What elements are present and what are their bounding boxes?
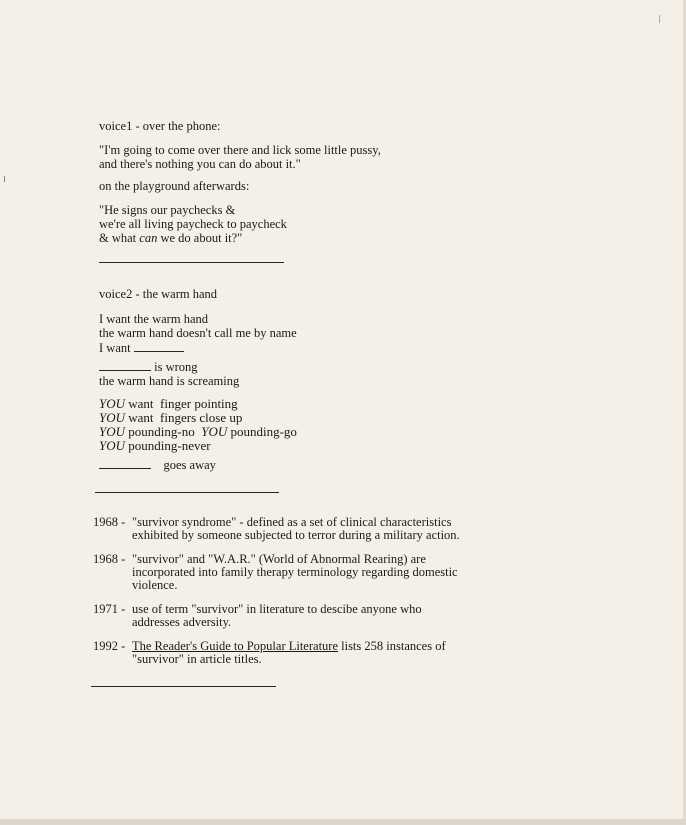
playground-heading: on the playground afterwards:	[99, 179, 250, 193]
timeline-entry	[93, 553, 482, 592]
text-run: pounding-never	[125, 438, 211, 453]
italic-word: YOU	[99, 410, 126, 425]
text-run: I want	[99, 341, 131, 355]
book-title: The Reader's Guide to Popular Literature	[132, 639, 338, 653]
separator-rule	[95, 492, 279, 493]
you-stanza	[99, 397, 297, 453]
text-run: want fingers close up	[125, 410, 243, 425]
voice1-quote	[99, 143, 381, 171]
wrong-stanza	[99, 359, 239, 388]
poem-line	[99, 359, 239, 374]
poem-line	[99, 425, 297, 439]
italic-word: YOU	[201, 424, 228, 439]
italic-word: YOU	[99, 396, 126, 411]
poem-line	[99, 439, 297, 453]
text-line: addresses adversity.	[132, 615, 232, 629]
text-line: exhibited by someone subjected to terror during a military action.	[132, 528, 460, 542]
quote-line: "He signs our paychecks &	[99, 203, 236, 217]
poem-line: I want the warm hand	[99, 312, 208, 326]
timeline-year: 1971 -	[93, 602, 126, 616]
text-run: we do about it?"	[157, 231, 243, 245]
text-run: want finger pointing	[125, 396, 238, 411]
text-line: "survivor" in article titles.	[132, 652, 262, 666]
poem-line: the warm hand is screaming	[99, 374, 240, 388]
timeline-entry	[93, 640, 482, 666]
binding-mark	[659, 15, 660, 23]
text-line: incorporated into family therapy terminology regarding domestic	[132, 565, 458, 579]
text-line: use of term "survivor" in literature to descibe anyone who	[132, 602, 422, 616]
blank-line	[134, 340, 184, 352]
italic-word: YOU	[99, 438, 126, 453]
text-run: & what	[99, 231, 140, 245]
quote-line	[99, 231, 287, 245]
text-run: is wrong	[154, 360, 198, 374]
voice2-heading: voice2 - the warm hand	[99, 287, 218, 301]
text-line: violence.	[132, 578, 178, 592]
timeline-year: 1992 -	[93, 639, 126, 653]
binding-mark	[4, 176, 8, 182]
italic-word: can	[139, 231, 158, 245]
quote-line: we're all living paycheck to paycheck	[99, 217, 287, 231]
timeline-text	[132, 603, 482, 629]
warm-hand-stanza	[99, 312, 297, 355]
timeline-entry	[93, 603, 482, 629]
text-run: goes away	[163, 458, 216, 472]
poem-line: the warm hand doesn't call me by name	[99, 326, 297, 340]
separator-rule	[99, 262, 284, 263]
timeline-text	[132, 640, 482, 666]
timeline-year: 1968 -	[93, 552, 126, 566]
poem-line	[99, 411, 297, 425]
timeline-text	[132, 553, 482, 592]
separator-rule	[91, 686, 276, 687]
poem-line	[99, 397, 297, 411]
text-line: "survivor" and "W.A.R." (World of Abnormal Rearing) are	[132, 552, 426, 566]
italic-word: YOU	[99, 424, 126, 439]
goes-away-line	[99, 457, 216, 472]
timeline-entry	[93, 516, 482, 542]
quote-line: "I'm going to come over there and lick some little pussy,	[99, 143, 381, 157]
blank-line	[99, 359, 151, 371]
timeline-year: 1968 -	[93, 515, 126, 529]
quote-line: and there's nothing you can do about it."	[99, 157, 301, 171]
text-run: lists 258 instances of	[338, 639, 446, 653]
poem-line	[99, 340, 297, 355]
playground-quote	[99, 203, 287, 245]
timeline-text	[132, 516, 482, 542]
text-run: pounding-go	[227, 424, 297, 439]
voice1-heading: voice1 - over the phone:	[99, 119, 221, 133]
page-bottom-edge	[0, 819, 686, 825]
blank-line	[99, 457, 151, 469]
text-run: pounding-no	[125, 424, 202, 439]
poem-line	[99, 457, 216, 472]
text-line: "survivor syndrome" - defined as a set of clinical characteristics	[132, 515, 452, 529]
